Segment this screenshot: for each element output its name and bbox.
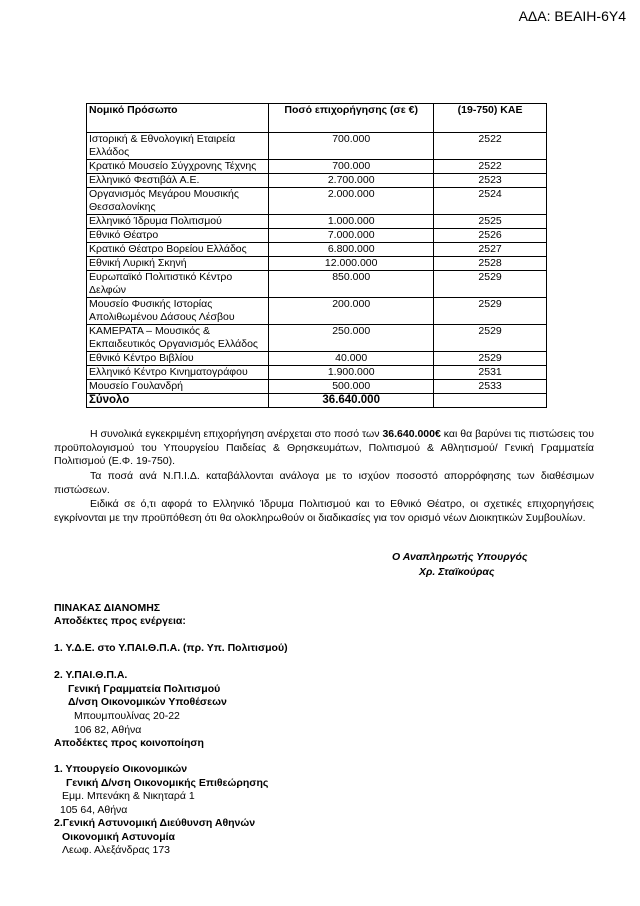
header-kae: (19-750) ΚΑΕ: [434, 104, 547, 133]
info-recipient-1-line2: Γενική Δ/νση Οικονομικής Επιθεώρησης: [66, 777, 269, 789]
kae-cell: 2531: [434, 366, 547, 380]
kae-cell: 2522: [434, 160, 547, 174]
table-row: [87, 188, 547, 215]
entity-cell: Κρατικό Μουσείο Σύγχρονης Τέχνης: [87, 160, 269, 174]
entity-cell: Εθνική Λυρική Σκηνή: [87, 257, 269, 271]
kae-cell: 2522: [434, 133, 547, 160]
entity-cell: Ελληνικό Φεστιβάλ Α.Ε.: [87, 174, 269, 188]
action-recipient-2: 2. Υ.ΠΑΙ.Θ.Π.Α.: [54, 669, 128, 681]
table-row: [87, 215, 547, 229]
info-recipient-2: 2.Γενική Αστυνομική Διεύθυνση Αθηνών: [54, 817, 256, 829]
table-row: [87, 257, 547, 271]
entity-cell: Μουσείο Γουλανδρή: [87, 380, 269, 394]
entity-cell: Οργανισμός Μεγάρου Μουσικής Θεσσαλονίκης: [87, 188, 269, 215]
amount-cell: 12.000.000: [269, 257, 434, 271]
kae-cell: 2525: [434, 215, 547, 229]
action-heading: Αποδέκτες προς ενέργεια:: [54, 615, 186, 627]
kae-cell: 2529: [434, 298, 547, 325]
entity-cell: Μουσείο Φυσικής Ιστορίας Απολιθωμένου Δάσους Λέσβου: [87, 298, 269, 325]
entity-cell: Ευρωπαϊκό Πολιτιστικό Κέντρο Δελφών: [87, 271, 269, 298]
amount-cell: 850.000: [269, 271, 434, 298]
info-recipient-1-address: Εμμ. Μπενάκη & Νικηταρά 1: [62, 790, 195, 802]
entity-cell: Εθνικό Θέατρο: [87, 229, 269, 243]
table-row: [87, 380, 547, 394]
signature-name: Χρ. Σταϊκούρας: [419, 566, 495, 578]
signature-title: Ο Αναπληρωτής Υπουργός: [392, 551, 528, 563]
header-amount: Ποσό επιχορήγησης (σε €): [269, 104, 434, 133]
entity-cell: Εθνικό Κέντρο Βιβλίου: [87, 352, 269, 366]
ada-code: ΑΔΑ: ΒΕΑΙΗ-6Υ4: [518, 8, 626, 24]
info-heading: Αποδέκτες προς κοινοποίηση: [54, 737, 204, 749]
entity-cell: Ελληνικό Κέντρο Κινηματογράφου: [87, 366, 269, 380]
table-header-row: [87, 104, 547, 133]
action-recipient-1: 1. Υ.Δ.Ε. στο Υ.ΠΑΙ.Θ.Π.Α. (πρ. Υπ. Πολιτισμού): [54, 642, 288, 654]
entity-cell: ΚΑΜΕΡΑΤΑ – Μουσικός & Εκπαιδευτικός Οργανισμός Ελλάδος: [87, 325, 269, 352]
table-row: [87, 298, 547, 325]
p1-text-b: και θα βαρύνει τις πιστώσεις του προϋπολογισμού του Υπουργείου Παιδείας & Θρησκευμάτων, Πολιτισμού & Αθλητισμού/ Γενική Γραμματεία Πολιτισμού (Ε.Φ. 19-750).: [54, 428, 594, 467]
amount-cell: 40.000: [269, 352, 434, 366]
total-amount: 36.640.000: [269, 394, 434, 408]
table-row: [87, 352, 547, 366]
kae-cell: 2529: [434, 352, 547, 366]
kae-cell: 2526: [434, 229, 547, 243]
kae-cell: 2528: [434, 257, 547, 271]
table-row: [87, 243, 547, 257]
info-recipient-1: 1. Υπουργείο Οικονομικών: [54, 763, 188, 775]
table-row: [87, 229, 547, 243]
table-row: [87, 174, 547, 188]
grants-table: [86, 103, 547, 408]
distribution-heading: ΠΙΝΑΚΑΣ ΔΙΑΝΟΜΗΣ: [54, 602, 161, 614]
table-row: [87, 133, 547, 160]
p1-text-a: Η συνολικά εγκεκριμένη επιχορήγηση ανέρχεται στο ποσό των: [90, 428, 383, 440]
entity-cell: Ιστορική & Εθνολογική Εταιρεία Ελλάδος: [87, 133, 269, 160]
amount-cell: 700.000: [269, 160, 434, 174]
paragraph-payments: Τα ποσά ανά Ν.Π.Ι.Δ. καταβάλλονται ανάλογα με το ισχύον ποσοστό απορρόφησης των διαθέσιμων πιστώσεων.: [54, 470, 594, 496]
action-recipient-2-city: 106 82, Αθήνα: [74, 724, 142, 736]
action-recipient-2-address: Μπουμπουλίνας 20-22: [74, 710, 180, 722]
kae-cell: 2524: [434, 188, 547, 215]
entity-cell: Κρατικό Θέατρο Βορείου Ελλάδος: [87, 243, 269, 257]
info-recipient-1-city: 105 64, Αθήνα: [60, 804, 128, 816]
amount-cell: 2.000.000: [269, 188, 434, 215]
amount-cell: 700.000: [269, 133, 434, 160]
total-label: Σύνολο: [87, 394, 269, 408]
amount-cell: 7.000.000: [269, 229, 434, 243]
kae-cell: 2529: [434, 325, 547, 352]
paragraph-total: [54, 428, 594, 469]
amount-cell: 2.700.000: [269, 174, 434, 188]
amount-cell: 6.800.000: [269, 243, 434, 257]
table-row: [87, 160, 547, 174]
table-row: [87, 366, 547, 380]
info-recipient-2-address: Λεωφ. Αλεξάνδρας 173: [62, 844, 171, 856]
kae-cell: 2527: [434, 243, 547, 257]
p1-amount: 36.640.000€: [382, 428, 441, 440]
amount-cell: 1.900.000: [269, 366, 434, 380]
amount-cell: 500.000: [269, 380, 434, 394]
entity-cell: Ελληνικό Ίδρυμα Πολιτισμού: [87, 215, 269, 229]
kae-cell: 2529: [434, 271, 547, 298]
action-recipient-2-line3: Δ/νση Οικονομικών Υποθέσεων: [68, 696, 227, 708]
kae-cell: 2533: [434, 380, 547, 394]
paragraph-special: Ειδικά σε ό,τι αφορά το Ελληνικό Ίδρυμα Πολιτισμού και το Εθνικό Θέατρο, οι σχετικές επιχορηγήσεις εγκρίνονται με την προϋπόθεση ότι θα ολοκληρωθούν οι διαδικασίες για τον ορισμό νέων Διοικητικών Συμβουλίων.: [54, 498, 594, 524]
total-row: [87, 394, 547, 408]
header-entity: Νομικό Πρόσωπο: [87, 104, 269, 133]
amount-cell: 250.000: [269, 325, 434, 352]
total-kae: [434, 394, 547, 408]
action-recipient-2-line2: Γενική Γραμματεία Πολιτισμού: [68, 683, 221, 695]
info-recipient-2-line2: Οικονομική Αστυνομία: [62, 831, 176, 843]
kae-cell: 2523: [434, 174, 547, 188]
amount-cell: 200.000: [269, 298, 434, 325]
amount-cell: 1.000.000: [269, 215, 434, 229]
table-row: [87, 325, 547, 352]
table-row: [87, 271, 547, 298]
